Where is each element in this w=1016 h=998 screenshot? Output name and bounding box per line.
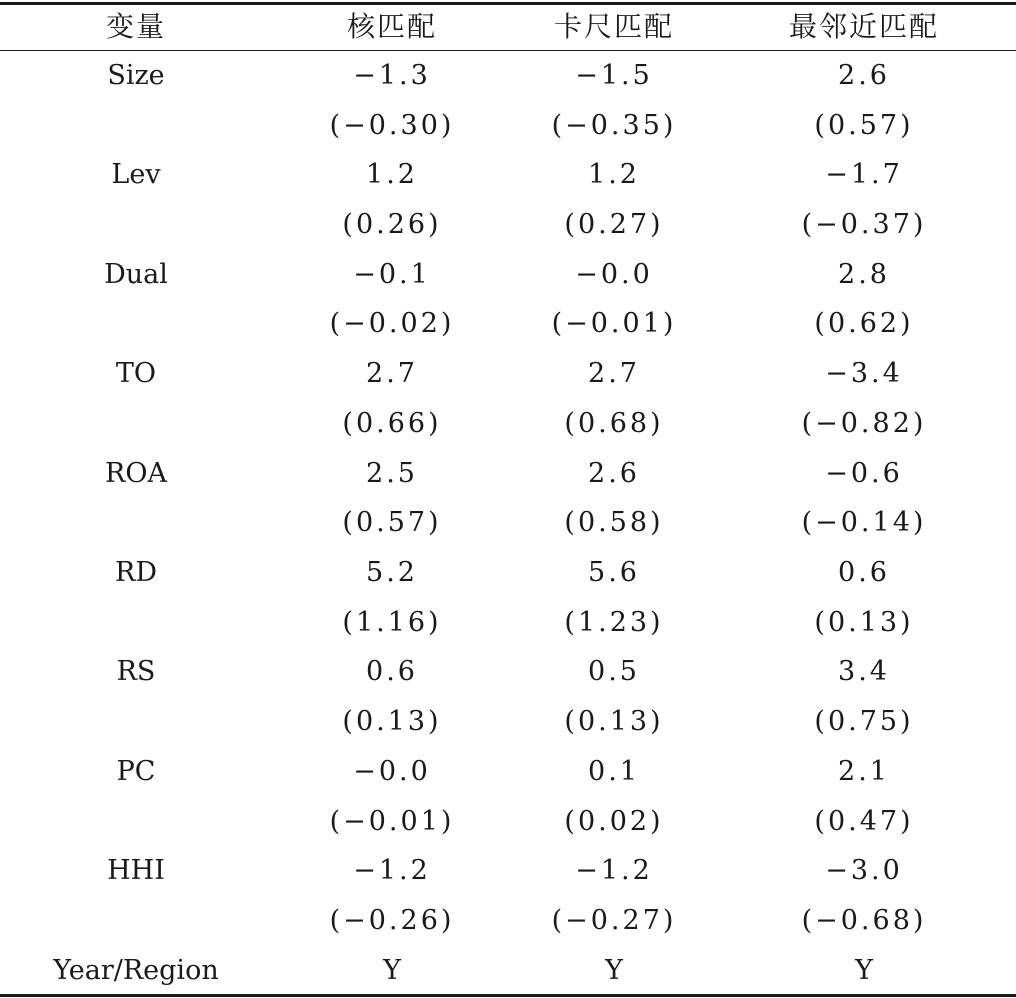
caliper-value: 0.5 bbox=[588, 656, 640, 687]
table-row bbox=[0, 652, 1016, 692]
nn-value: (0.57) bbox=[814, 110, 914, 141]
table-row bbox=[0, 603, 1016, 643]
table-row bbox=[0, 851, 1016, 891]
caliper-value: (−0.01) bbox=[551, 308, 677, 339]
nn-value: 2.1 bbox=[838, 756, 890, 787]
kernel-value: (−0.02) bbox=[329, 308, 455, 339]
nn-value: −0.6 bbox=[825, 458, 903, 489]
nn-value: (−0.37) bbox=[801, 209, 927, 240]
table-row bbox=[0, 56, 1016, 96]
variable-name: HHI bbox=[107, 855, 165, 886]
nn-value: (0.47) bbox=[814, 806, 914, 837]
header-caliper-matching: 卡尺匹配 bbox=[553, 10, 674, 43]
kernel-value: 2.5 bbox=[366, 458, 418, 489]
caliper-value: (0.13) bbox=[564, 706, 664, 737]
table-row bbox=[0, 205, 1016, 245]
table-row bbox=[0, 702, 1016, 742]
caliper-value: (0.58) bbox=[564, 507, 664, 538]
variable-name bbox=[36, 901, 236, 941]
caliper-value: (−0.35) bbox=[551, 110, 677, 141]
nn-value: 0.6 bbox=[838, 557, 890, 588]
variable-name bbox=[36, 503, 236, 543]
caliper-value: (0.02) bbox=[564, 806, 664, 837]
variable-name: RD bbox=[115, 557, 157, 588]
variable-name: Year/Region bbox=[53, 955, 219, 986]
variable-name bbox=[36, 404, 236, 444]
kernel-value: (0.57) bbox=[342, 507, 442, 538]
table-row bbox=[0, 802, 1016, 842]
table-row bbox=[0, 106, 1016, 146]
caliper-value: (1.23) bbox=[564, 607, 664, 638]
nn-value: −3.0 bbox=[825, 855, 903, 886]
table-row bbox=[0, 255, 1016, 295]
variable-name: RS bbox=[116, 656, 156, 687]
nn-value: (−0.14) bbox=[801, 507, 927, 538]
table-row bbox=[0, 752, 1016, 792]
variable-name bbox=[36, 106, 236, 146]
variable-name: ROA bbox=[105, 458, 167, 489]
nn-value: −3.4 bbox=[825, 358, 903, 389]
table-row bbox=[0, 901, 1016, 941]
caliper-value: Y bbox=[605, 955, 623, 986]
table-row bbox=[0, 304, 1016, 344]
caliper-value: −1.2 bbox=[575, 855, 653, 886]
caliper-value: 2.6 bbox=[588, 458, 640, 489]
kernel-value: (0.26) bbox=[342, 209, 442, 240]
caliper-value: 1.2 bbox=[588, 159, 640, 190]
caliper-value: 5.6 bbox=[588, 557, 640, 588]
kernel-value: 5.2 bbox=[366, 557, 418, 588]
nn-value: (−0.82) bbox=[801, 408, 927, 439]
kernel-value: Y bbox=[383, 955, 401, 986]
variable-name bbox=[36, 702, 236, 742]
kernel-value: (0.13) bbox=[342, 706, 442, 737]
nn-value: 2.8 bbox=[838, 259, 890, 290]
caliper-value: 2.7 bbox=[588, 358, 640, 389]
table-bottom-rule bbox=[0, 994, 1016, 997]
kernel-value: (1.16) bbox=[342, 607, 442, 638]
table-row bbox=[0, 354, 1016, 394]
nn-value: (0.13) bbox=[814, 607, 914, 638]
table-row bbox=[0, 503, 1016, 543]
nn-value: 3.4 bbox=[838, 656, 890, 687]
kernel-value: 0.6 bbox=[366, 656, 418, 687]
caliper-value: −0.0 bbox=[575, 259, 653, 290]
kernel-value: (−0.26) bbox=[329, 905, 455, 936]
table-header-rule bbox=[0, 50, 1016, 51]
kernel-value: −1.3 bbox=[353, 60, 431, 91]
caliper-value: (−0.27) bbox=[551, 905, 677, 936]
variable-name bbox=[36, 802, 236, 842]
kernel-value: (−0.01) bbox=[329, 806, 455, 837]
header-kernel-matching: 核匹配 bbox=[346, 10, 437, 43]
variable-name: PC bbox=[116, 756, 156, 787]
nn-value: Y bbox=[855, 955, 873, 986]
kernel-value: −0.1 bbox=[353, 259, 431, 290]
variable-name: Size bbox=[107, 60, 165, 91]
variable-name: TO bbox=[115, 358, 157, 389]
table-header-row bbox=[0, 7, 1016, 47]
variable-name: Dual bbox=[104, 259, 168, 290]
table-row bbox=[0, 404, 1016, 444]
variable-name: Lev bbox=[111, 159, 161, 190]
table-top-rule bbox=[0, 2, 1016, 5]
nn-value: −1.7 bbox=[825, 159, 903, 190]
table-row bbox=[0, 454, 1016, 494]
nn-value: (−0.68) bbox=[801, 905, 927, 936]
caliper-value: (0.27) bbox=[564, 209, 664, 240]
table-row bbox=[0, 155, 1016, 195]
kernel-value: −0.0 bbox=[353, 756, 431, 787]
variable-name bbox=[36, 603, 236, 643]
kernel-value: 2.7 bbox=[366, 358, 418, 389]
kernel-value: (−0.30) bbox=[329, 110, 455, 141]
kernel-value: (0.66) bbox=[342, 408, 442, 439]
kernel-value: 1.2 bbox=[366, 159, 418, 190]
variable-name bbox=[36, 205, 236, 245]
nn-value: (0.62) bbox=[814, 308, 914, 339]
header-variable: 变量 bbox=[105, 10, 166, 43]
header-nearest-neighbor-matching: 最邻近匹配 bbox=[788, 10, 939, 43]
nn-value: 2.6 bbox=[838, 60, 890, 91]
caliper-value: −1.5 bbox=[575, 60, 653, 91]
nn-value: (0.75) bbox=[814, 706, 914, 737]
table-row bbox=[0, 553, 1016, 593]
caliper-value: (0.68) bbox=[564, 408, 664, 439]
caliper-value: 0.1 bbox=[588, 756, 640, 787]
variable-name bbox=[36, 304, 236, 344]
kernel-value: −1.2 bbox=[353, 855, 431, 886]
table-row bbox=[0, 951, 1016, 991]
